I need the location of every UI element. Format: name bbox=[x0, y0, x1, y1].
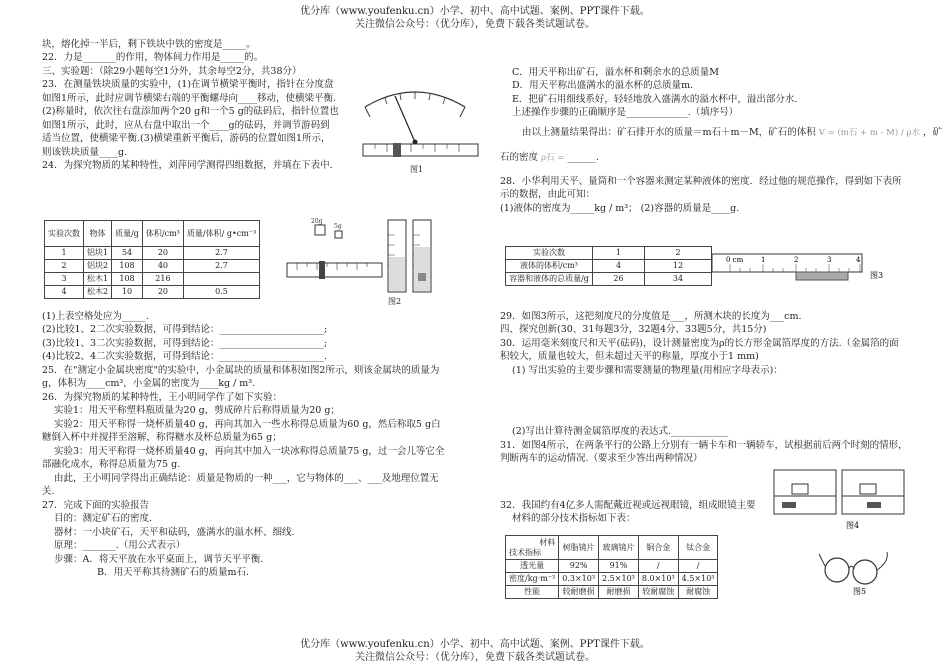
table-row bbox=[506, 260, 712, 273]
table-row bbox=[506, 536, 718, 560]
figure-3 bbox=[710, 250, 910, 288]
q29: 29．如图3所示，这把刻度尺的分度值是___，所测木块的长度为___cm. bbox=[500, 311, 802, 322]
table-cell: 铝块1 bbox=[84, 247, 112, 260]
weight-20g bbox=[315, 225, 325, 235]
table-cell: 0.3×10³ bbox=[559, 573, 599, 586]
q28 bbox=[500, 175, 920, 215]
table-corner bbox=[506, 536, 559, 560]
table-cell: 耐腐蚀 bbox=[678, 586, 718, 599]
table-cell: 108 bbox=[112, 260, 143, 273]
table-q28 bbox=[505, 246, 712, 286]
q24-part: (1)上表空格处应为_____. bbox=[42, 311, 149, 322]
tare-scale-ticks bbox=[297, 263, 367, 270]
q30-line: 30．运用毫米刻度尺和天平(砝码)，设计测量密度为ρ的长方形金属箔厚度的方法.（金属箔的面 bbox=[500, 337, 899, 349]
table-cell: 12 bbox=[645, 260, 712, 273]
q27-line: 步骤：A．将天平放在水平桌面上，调节天平平衡. bbox=[54, 553, 264, 565]
q24-intro: 24．为探究物质的某种特性，刘萍同学测得四组数据，并填在下表中. bbox=[42, 160, 333, 172]
table-cell: / bbox=[638, 560, 678, 573]
table-header: 物体 bbox=[84, 221, 112, 247]
table-cell: 34 bbox=[645, 273, 712, 286]
ruler-label: 3 bbox=[827, 256, 832, 264]
footer-line-1: 优分库（www.youfenku.cn）小学、初中、高中试题、案例、PPT课件下载。 bbox=[300, 639, 650, 650]
table-header bbox=[183, 221, 259, 247]
header-line-1: 优分库（www.youfenku.cn）小学、初中、高中试题、案例、PPT课件下载。 bbox=[300, 6, 650, 17]
q23 bbox=[42, 78, 362, 159]
table-cell: 92% bbox=[559, 560, 599, 573]
q32 bbox=[500, 499, 780, 526]
ruler-ticks bbox=[730, 264, 860, 272]
ruler-label: 1 bbox=[761, 256, 766, 264]
q26-line: 糖倒入杯中并搅拌至溶解，称得糖水及杯总质量为65 g； bbox=[42, 432, 282, 444]
table-row bbox=[45, 247, 260, 260]
q30-line: 积较大，质量也较大，但未超过天平的称量，厚度小于1 mm) bbox=[500, 351, 759, 363]
q22: 22．力是_______的作用，物体间力作用是_____的。 bbox=[42, 52, 264, 64]
scale-edge bbox=[460, 107, 465, 117]
ruler-label: 4 bbox=[856, 256, 861, 264]
corner-bottom: 技术指标 bbox=[509, 547, 541, 557]
q32-line: 材料的部分技术指标如下表： bbox=[512, 513, 636, 525]
q27-step-d: D．用天平称出盛满水的溢水杯的总质量m. bbox=[512, 80, 694, 92]
table-row bbox=[506, 586, 718, 599]
table-cell: 2.7 bbox=[183, 247, 259, 260]
table-header: 玻璃镜片 bbox=[599, 536, 639, 560]
header-line-2: 关注微信公众号：（优分库），免费下载各类试题试卷。 bbox=[355, 19, 595, 30]
table-q32 bbox=[505, 535, 718, 599]
table-cell: 2 bbox=[45, 260, 84, 273]
q32-line: 32．我国约有4亿多人需配戴近视或远视眼镜，组成眼镜主要 bbox=[500, 500, 756, 511]
car-icon bbox=[867, 502, 881, 508]
table-header: 铜合金 bbox=[638, 536, 678, 560]
q25-line: 25．在"测定小金属块密度"的实验中，小金属块的质量和体积如图2所示，则该金属块的质量为 bbox=[42, 364, 440, 376]
q30-line: (1) 写出实验的主要步骤和需要测量的物理量(用相应字母表示)： bbox=[512, 364, 783, 376]
right-lower bbox=[500, 310, 920, 466]
q24-part: (2)比较1、2二次实验数据，可得到结论：______________________; bbox=[42, 324, 328, 336]
scale-rider bbox=[319, 261, 325, 279]
q26-line: 实验2：用天平称得一烧杯质量40 g，再向其加入一些水称得总质量为60 g，然后称取5 g白 bbox=[54, 418, 441, 430]
q25-line: g，体积为____cm³，小金属的密度为____kg / m³. bbox=[42, 378, 256, 390]
q27-line: 27．完成下面的实验报告 bbox=[42, 499, 150, 511]
metal-block bbox=[418, 273, 426, 281]
q26-line: 关. bbox=[42, 486, 55, 498]
glasses-arm bbox=[819, 554, 825, 566]
table-header: 实验次数 bbox=[45, 221, 84, 247]
table-cell: 8.0×10³ bbox=[638, 573, 678, 586]
figure-4 bbox=[772, 468, 932, 533]
scale-edge bbox=[365, 107, 370, 117]
table-cell: 松木1 bbox=[84, 273, 112, 286]
q27-density-line bbox=[500, 151, 920, 164]
section-4-title: 四、探究创新(30、31每题3分，32题4分、33题5分，共15分) bbox=[500, 324, 767, 336]
q27-density-text: 石的密度 bbox=[500, 152, 539, 164]
figure-3-label: 图3 bbox=[870, 271, 884, 280]
rider bbox=[393, 143, 401, 157]
page-header bbox=[0, 5, 950, 31]
cylinder-1-water bbox=[389, 257, 405, 291]
figure-2-label: 图2 bbox=[388, 297, 402, 306]
weight-20g-label: 20g bbox=[311, 218, 323, 225]
table-cell: 20 bbox=[142, 286, 183, 299]
ruler-label: 0 cm bbox=[726, 256, 744, 264]
table-row bbox=[506, 247, 712, 260]
figure-2 bbox=[285, 215, 455, 307]
table-cell: 1 bbox=[45, 247, 84, 260]
weight-5g-label: 5g bbox=[334, 223, 342, 230]
figure-5-label: 图5 bbox=[853, 587, 867, 596]
tare-scale bbox=[287, 263, 382, 277]
table-row bbox=[45, 273, 260, 286]
figure-1 bbox=[355, 82, 485, 177]
table-cell: 108 bbox=[112, 273, 143, 286]
q23-line: 则该铁块质量____g. bbox=[42, 146, 128, 158]
table-cell: 3 bbox=[45, 273, 84, 286]
page-footer bbox=[0, 638, 950, 664]
table-cell: 4 bbox=[45, 286, 84, 299]
q30-part-2: (2)写出计算待测金属箔厚度的表达式.____________ bbox=[512, 426, 728, 438]
q27-step-c: C．用天平称出矿石，溢水杯和剩余水的总质量M bbox=[512, 67, 719, 78]
q27-line: 目的：测定矿石的密度. bbox=[54, 513, 153, 525]
table-cell: / bbox=[678, 560, 718, 573]
table-cell: 4 bbox=[593, 260, 645, 273]
table-cell: 2 bbox=[645, 247, 712, 260]
table-cell: 20 bbox=[142, 247, 183, 260]
table-q24 bbox=[44, 220, 260, 299]
table-row bbox=[45, 286, 260, 299]
table-header-text: 质量/体积 bbox=[186, 229, 222, 238]
q26-line: 由此，王小明同学得出正确结论：质量是物质的一种___，它与物体的___、___及地理位置无 bbox=[54, 472, 439, 484]
table-row bbox=[506, 560, 718, 573]
corner-top: 材料 bbox=[539, 537, 556, 547]
glasses-arm bbox=[877, 552, 887, 570]
table-cell: 较耐磨损 bbox=[559, 586, 599, 599]
right-column bbox=[500, 66, 943, 215]
table-cell: 透光量 bbox=[506, 560, 559, 573]
table-cell: 40 bbox=[142, 260, 183, 273]
pointer-needle bbox=[395, 96, 415, 142]
density-formula: ρ石 = bbox=[541, 153, 565, 164]
answer-space bbox=[500, 377, 920, 425]
table-cell: 容器和液体的总质量/g bbox=[506, 273, 593, 286]
q28-line: (1)液体的密度为_____kg / m³； (2)容器的质量是____g. bbox=[500, 202, 740, 214]
table-cell: 54 bbox=[112, 247, 143, 260]
table-cell: 密度/kg·m⁻³ bbox=[506, 573, 559, 586]
q26-line: 部融化成水，称得总质量为75 g. bbox=[42, 459, 181, 471]
q26-line: 26．为探究物质的某种特性，王小明同学作了如下实验： bbox=[42, 391, 283, 403]
lens-left bbox=[825, 558, 849, 582]
table-header: 体积/cm³ bbox=[142, 221, 183, 247]
q27-order: 上述操作步骤的正确顺序是_____________.（填序号） bbox=[512, 107, 739, 119]
q24-part: (4)比较2、4二次实验数据，可得到结论：______________________. bbox=[42, 351, 328, 363]
cylinder-2-water bbox=[414, 247, 430, 291]
table-cell: 1 bbox=[593, 247, 645, 260]
table-cell: 4.5×10³ bbox=[678, 573, 718, 586]
q27-line: 器材：一小块矿石，天平和砝码，盛满水的溢水杯、细线. bbox=[54, 526, 295, 538]
wood-block bbox=[796, 272, 848, 280]
figure-5 bbox=[815, 548, 895, 598]
table-row bbox=[506, 573, 718, 586]
tare-beam bbox=[363, 144, 478, 156]
q28-line: 示的数据，由此可知： bbox=[500, 189, 596, 201]
table-cell: 91% bbox=[599, 560, 639, 573]
table-cell: 铝块2 bbox=[84, 260, 112, 273]
q27-step-e: E．把矿石用细线系好，轻轻地放入盛满水的溢水杯中，溢出部分水. bbox=[512, 93, 798, 105]
table-row bbox=[45, 260, 260, 273]
truck-icon bbox=[792, 484, 808, 494]
figure-1-label: 图1 bbox=[410, 165, 424, 174]
table-cell: 液体的体积/cm³ bbox=[506, 260, 593, 273]
q27-volume-text: 由以上测量结果得出：矿石排开水的质量＝m石＋m－M，矿石的体积 bbox=[522, 126, 816, 138]
table-cell: 性能 bbox=[506, 586, 559, 599]
q31-line: 31．如图4所示，在两条平行的公路上分别有一辆卡车和一辆轿车，试根据前后两个时刻的情形， bbox=[500, 439, 908, 451]
table-header: 质量/g bbox=[112, 221, 143, 247]
left-lower bbox=[42, 310, 487, 580]
ruler-label: 2 bbox=[794, 256, 799, 264]
table-header-unit: / g•cm⁻³ bbox=[221, 229, 257, 238]
table-cell: 10 bbox=[112, 286, 143, 299]
car-icon bbox=[782, 502, 796, 508]
q26-line: 实验3：用天平称得一烧杯质量40 g，再向其中加入一块冰称得总质量75 g，过一会儿等它全 bbox=[54, 445, 445, 457]
q28-line: 28．小华利用天平、量筒和一个容器来测定某种液体的密度．经过他的规范操作，得到如下表所 bbox=[500, 175, 902, 187]
tare-ticks bbox=[375, 144, 459, 152]
table-header: 树脂镜片 bbox=[559, 536, 599, 560]
q27-density-blank: ______. bbox=[567, 152, 599, 164]
q23-line: 适当位置，使横梁平衡.(3)横梁重新平衡后，游码的位置如图1所示， bbox=[42, 133, 331, 145]
q23-line: (2)称量时，依次往右盘添加两个20 g和一个5 g的砝码后，指针位置也 bbox=[42, 106, 339, 118]
table-cell: 2.7 bbox=[183, 260, 259, 273]
table-row bbox=[506, 273, 712, 286]
q23-line: 如图1所示，此时应调节横梁右端的平衡螺母向____移动，使横梁平衡. bbox=[42, 92, 337, 104]
table-cell: 26 bbox=[593, 273, 645, 286]
volume-formula: V = (m石 + m - M) / ρ水 bbox=[818, 127, 920, 138]
q27-line: 原理：_______.（用公式表示） bbox=[54, 540, 186, 552]
weight-5g bbox=[335, 231, 342, 238]
table-cell: 实验次数 bbox=[506, 247, 593, 260]
q27-line: B．用天平称其待测矿石的质量m石. bbox=[97, 567, 250, 579]
table-cell: 2.5×10³ bbox=[599, 573, 639, 586]
table-cell bbox=[183, 273, 259, 286]
table-cell: 0.5 bbox=[183, 286, 259, 299]
truck-icon bbox=[860, 484, 876, 494]
q27-volume-line bbox=[500, 126, 943, 139]
table-cell: 松木2 bbox=[84, 286, 112, 299]
q31-line: 判断两车的运动情况.（要求至少答出两种情况） bbox=[500, 453, 703, 465]
q23-line: 23．在测量铁块质量的实验中，(1)在调节横梁平衡时，指针在分度盘 bbox=[42, 79, 334, 91]
table-cell: 216 bbox=[142, 273, 183, 286]
q26-line: 实验1：用天平称塑料瓶质量为20 g，剪成碎片后称得质量为20 g； bbox=[54, 405, 340, 417]
q27-volume-tail: ，矿 bbox=[923, 126, 943, 138]
lens-right bbox=[853, 560, 877, 584]
footer-line-2: 关注微信公众号：（优分库），免费下载各类试题试卷。 bbox=[355, 652, 595, 663]
table-header: 钛合金 bbox=[678, 536, 718, 560]
q24-part: (3)比较1、3二次实验数据，可得到结论：______________________; bbox=[42, 337, 328, 349]
table-cell: 耐磨损 bbox=[599, 586, 639, 599]
table-cell: 较耐腐蚀 bbox=[638, 586, 678, 599]
q21-tail: 块，熔化掉一半后，剩下铁块中铁的密度是_____。 bbox=[42, 39, 256, 50]
section-3-title: 三、实验题：（除29小题每空1分外，其余每空2分，共38分） bbox=[42, 65, 302, 77]
q23-line: 如图1所示，此时，应从右盘中取出一个____g的砝码，并调节游码到 bbox=[42, 119, 330, 131]
scale-ticks bbox=[385, 92, 445, 104]
figure-4-label: 图4 bbox=[846, 521, 860, 530]
